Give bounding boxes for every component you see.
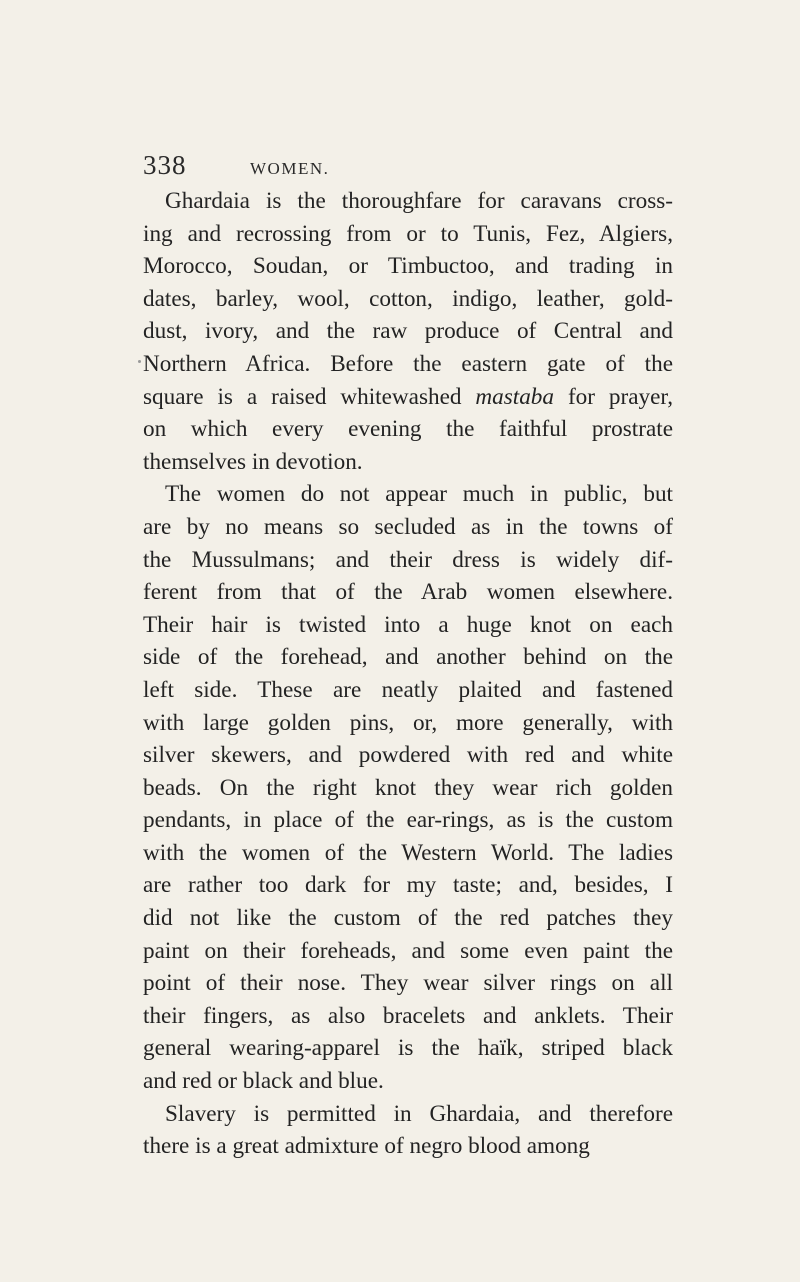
running-head: WOMEN. [250,159,330,178]
text-line: Ghardaia is the thoroughfare for caravans cross- [165,188,673,214]
text-line: there is a great admixture of negro blood among [143,1133,590,1160]
text-line: The women do not appear much in public, but [165,481,673,508]
text-line: Their hair is twisted into a huge knot on each [143,611,673,638]
paragraph [143,1098,673,1163]
text-line: square is a raised whitewashed mastaba for prayer, [143,383,673,410]
text-line: Morocco, Soudan, or Timbuctoo, and trading in [143,253,673,280]
paragraph [143,478,673,1097]
text-line: did not like the custom of the red patches they [143,905,673,932]
text-line: dates, barley, wool, cotton, indigo, leather, gold- [143,285,673,312]
text-line: and red or black and blue. [143,1068,384,1095]
text-line: Slavery is permitted in Ghardaia, and therefore [165,1100,673,1127]
italic-term: mastaba [475,383,554,410]
text-line: with large golden pins, or, more generally, with [143,709,673,736]
text-line: pendants, in place of the ear-rings, as is the custom [143,807,673,834]
text-line: are by no means so secluded as in the towns of [143,513,673,540]
text-line: side of the forehead, and another behind on the [143,644,673,671]
text-line: paint on their foreheads, and some even paint the [143,937,673,964]
text-line: point of their nose. They wear silver rings on all [143,970,673,997]
text-line: on which every evening the faithful prostrate [143,416,673,443]
text-line: ing and recrossing from or to Tunis, Fez, Algiers, [143,220,673,247]
text-line: Northern Africa. Before the eastern gate of the [143,350,673,377]
text-line: dust, ivory, and the raw produce of Central and [143,318,673,345]
margin-mark [138,360,141,363]
text-line: ferent from that of the Arab women elsewhere. [143,579,673,606]
text-line: their fingers, as also bracelets and anklets. Their [143,1002,673,1029]
page-number: 338 [143,150,187,180]
text-line: silver skewers, and powdered with red and white [143,742,673,769]
page-header [143,150,683,182]
text-line: themselves in devotion. [143,448,363,475]
text-line: general wearing-apparel is the haïk, striped black [143,1035,673,1062]
text-line: are rather too dark for my taste; and, besides, I [143,872,673,899]
text-line: the Mussulmans; and their dress is widely dif- [143,546,673,573]
text-line: with the women of the Western World. The ladies [143,839,673,866]
text-line: left side. These are neatly plaited and fastened [143,676,673,703]
body-text [143,185,673,1163]
paragraph [143,185,673,478]
text-line: beads. On the right knot they wear rich golden [143,774,673,801]
